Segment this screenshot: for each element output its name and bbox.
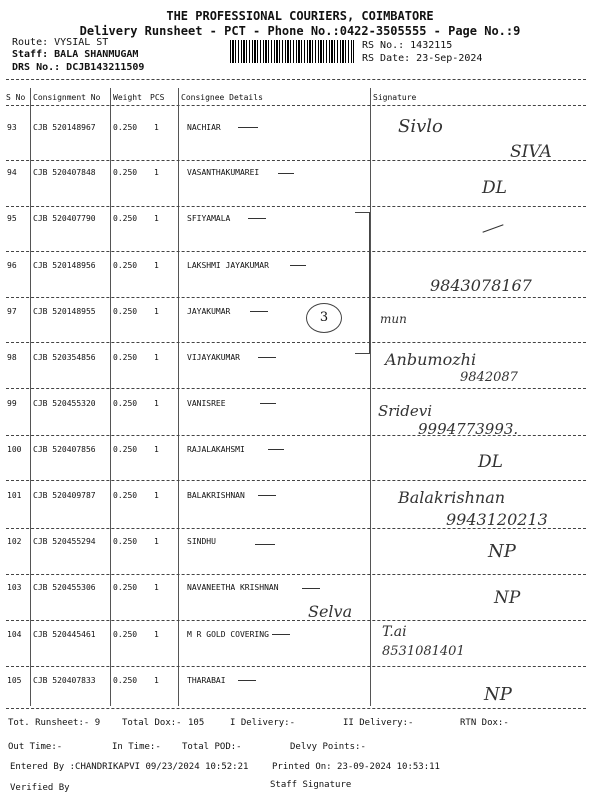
- row-consignee: BALAKRISHNAN: [187, 491, 245, 500]
- pen-mark: [272, 634, 290, 635]
- col-consignee: Consignee Details: [181, 93, 263, 102]
- row-consignee: VIJAYAKUMAR: [187, 353, 240, 362]
- entered-by: Entered By :CHANDRIKAPVI 09/23/2024 10:52:21: [10, 762, 249, 772]
- rs-date: RS Date: 23-Sep-2024: [362, 53, 483, 64]
- row-weight: 0.250: [113, 307, 138, 316]
- row-weight: 0.250: [113, 630, 138, 639]
- col-weight: Weight: [113, 93, 142, 102]
- row-consignment: CJB 520148967: [33, 123, 96, 132]
- row-pcs: 1: [154, 537, 159, 546]
- in-time: In Time:-: [112, 742, 161, 752]
- row-pcs: 1: [154, 123, 159, 132]
- row-consignee: NACHIAR: [187, 123, 221, 132]
- row-pcs: 1: [154, 261, 159, 270]
- printed-on: Printed On: 23-09-2024 10:53:11: [272, 762, 440, 772]
- handwritten-note: DL: [482, 178, 507, 198]
- row-consignee: THARABAI: [187, 676, 226, 685]
- ii-delivery: II Delivery:-: [343, 718, 414, 728]
- handwritten-signature: Anbumozhi: [385, 350, 477, 369]
- row-pcs: 1: [154, 399, 159, 408]
- i-delivery: I Delivery:-: [230, 718, 296, 728]
- total-pod: Total POD:-: [182, 742, 242, 752]
- row-consignee: M R GOLD COVERING: [187, 630, 269, 639]
- col-sep: [370, 88, 371, 706]
- col-sno: S No: [6, 93, 26, 102]
- handwritten-note: DL: [478, 452, 503, 472]
- row-consignment: CJB 520407856: [33, 445, 96, 454]
- row-sno: 101: [7, 491, 22, 500]
- total-dox-label: Total Dox:-: [122, 718, 182, 728]
- row-sno: 93: [7, 123, 17, 132]
- row-consignment: CJB 520455306: [33, 583, 96, 592]
- rs-number: RS No.: 1432115: [362, 40, 453, 51]
- handwritten-note: NP: [494, 588, 521, 608]
- pen-mark: [258, 357, 276, 358]
- row-weight: 0.250: [113, 214, 138, 223]
- tot-runsheet: Tot. Runsheet:- 9: [8, 718, 101, 728]
- row-consignment: CJB 520445461: [33, 630, 96, 639]
- row-consignee: LAKSHMI JAYAKUMAR: [187, 261, 269, 270]
- pen-mark: [268, 449, 284, 450]
- row-consignee: SFIYAMALA: [187, 214, 231, 223]
- col-sep: [178, 88, 179, 706]
- handwritten-note: NP: [484, 684, 512, 705]
- barcode: [230, 40, 354, 63]
- delvy-points: Delvy Points:-: [290, 742, 366, 752]
- handwritten-signature: mun: [380, 312, 407, 326]
- row-sno: 96: [7, 261, 17, 270]
- row-consignment: CJB 520148955: [33, 307, 96, 316]
- row-pcs: 1: [154, 445, 159, 454]
- row-pcs: 1: [154, 630, 159, 639]
- row-weight: 0.250: [113, 445, 138, 454]
- row-consignment: CJB 520409787: [33, 491, 96, 500]
- handwritten-phone: 9843078167: [430, 276, 532, 295]
- row-weight: 0.250: [113, 583, 138, 592]
- row-consignee: RAJALAKAHSMI: [187, 445, 245, 454]
- handwritten-signature: T.ai: [382, 624, 407, 640]
- pen-mark: [278, 173, 294, 174]
- row-consignee: VANISREE: [187, 399, 226, 408]
- row-sno: 100: [7, 445, 22, 454]
- row-consignee: SINDHU: [187, 537, 216, 546]
- row-sno: 94: [7, 168, 17, 177]
- pen-mark: [290, 265, 306, 266]
- pen-mark: [238, 680, 256, 681]
- staff-signature: Staff Signature: [270, 780, 352, 790]
- pen-mark: [238, 127, 258, 128]
- row-consignment: CJB 520407833: [33, 676, 96, 685]
- pen-mark: [255, 544, 275, 545]
- row-weight: 0.250: [113, 676, 138, 685]
- pen-mark: [482, 224, 503, 232]
- handwritten-signature: Balakrishnan: [398, 488, 506, 507]
- row-weight: 0.250: [113, 491, 138, 500]
- handwritten-phone: 8531081401: [382, 644, 465, 659]
- row-pcs: 1: [154, 583, 159, 592]
- route-label: Route: VYSIAL ST: [12, 37, 109, 48]
- row-weight: 0.250: [113, 353, 138, 362]
- handwritten-signature: Selva: [308, 602, 353, 621]
- handwritten-signature: Sridevi: [378, 402, 432, 420]
- row-sno: 97: [7, 307, 17, 316]
- drs-label: DRS No.: DCJB143211509: [12, 62, 145, 73]
- col-pcs: PCS: [150, 93, 165, 102]
- handwritten-phone: 9842087: [460, 370, 518, 385]
- row-sno: 104: [7, 630, 22, 639]
- row-consignment: CJB 520407790: [33, 214, 96, 223]
- staff-label: Staff: BALA SHANMUGAM: [12, 49, 139, 60]
- row-consignee: VASANTHAKUMAREI: [187, 168, 260, 177]
- row-sno: 102: [7, 537, 22, 546]
- pen-mark: [248, 218, 266, 219]
- company-title: THE PROFESSIONAL COURIERS, COIMBATORE: [166, 9, 434, 23]
- row-pcs: 1: [154, 491, 159, 500]
- col-consignment: Consignment No: [33, 93, 101, 102]
- out-time: Out Time:-: [8, 742, 63, 752]
- row-pcs: 1: [154, 676, 159, 685]
- row-consignee: JAYAKUMAR: [187, 307, 231, 316]
- row-sno: 99: [7, 399, 17, 408]
- circled-number: 3: [306, 303, 342, 333]
- handwritten-note: NP: [488, 541, 516, 562]
- row-sno: 98: [7, 353, 17, 362]
- row-weight: 0.250: [113, 261, 138, 270]
- row-consignment: CJB 520455320: [33, 399, 96, 408]
- row-weight: 0.250: [113, 537, 138, 546]
- row-weight: 0.250: [113, 123, 138, 132]
- row-sno: 103: [7, 583, 22, 592]
- row-weight: 0.250: [113, 168, 138, 177]
- handwritten-signature: Sivlo: [398, 116, 443, 137]
- handwritten-phone: 9994773993.: [418, 420, 519, 438]
- verified-by: Verified By: [10, 783, 70, 793]
- runsheet-subtitle: Delivery Runsheet - PCT - Phone No.:0422-3505555 - Page No.:9: [79, 24, 521, 38]
- pen-mark: [258, 495, 276, 496]
- row-consignment: CJB 520455294: [33, 537, 96, 546]
- row-pcs: 1: [154, 307, 159, 316]
- total-dox-value: 105: [188, 718, 205, 728]
- row-sno: 95: [7, 214, 17, 223]
- row-consignment: CJB 520407848: [33, 168, 96, 177]
- row-consignment: CJB 520148956: [33, 261, 96, 270]
- handwritten-phone: 9943120213: [446, 510, 548, 529]
- rtn-dox: RTN Dox:-: [460, 718, 509, 728]
- row-consignment: CJB 520354856: [33, 353, 96, 362]
- row-pcs: 1: [154, 353, 159, 362]
- pen-mark: [250, 311, 268, 312]
- row-sno: 105: [7, 676, 22, 685]
- row-consignee: NAVANEETHA KRISHNAN: [187, 583, 279, 592]
- row-pcs: 1: [154, 214, 159, 223]
- pen-mark: [260, 403, 276, 404]
- col-sep: [110, 88, 111, 706]
- col-signature: Signature: [373, 93, 417, 102]
- handwritten-signature: SIVA: [510, 142, 552, 162]
- row-weight: 0.250: [113, 399, 138, 408]
- col-sep: [30, 88, 31, 706]
- pen-bracket: [355, 212, 370, 354]
- pen-mark: [302, 588, 320, 589]
- row-pcs: 1: [154, 168, 159, 177]
